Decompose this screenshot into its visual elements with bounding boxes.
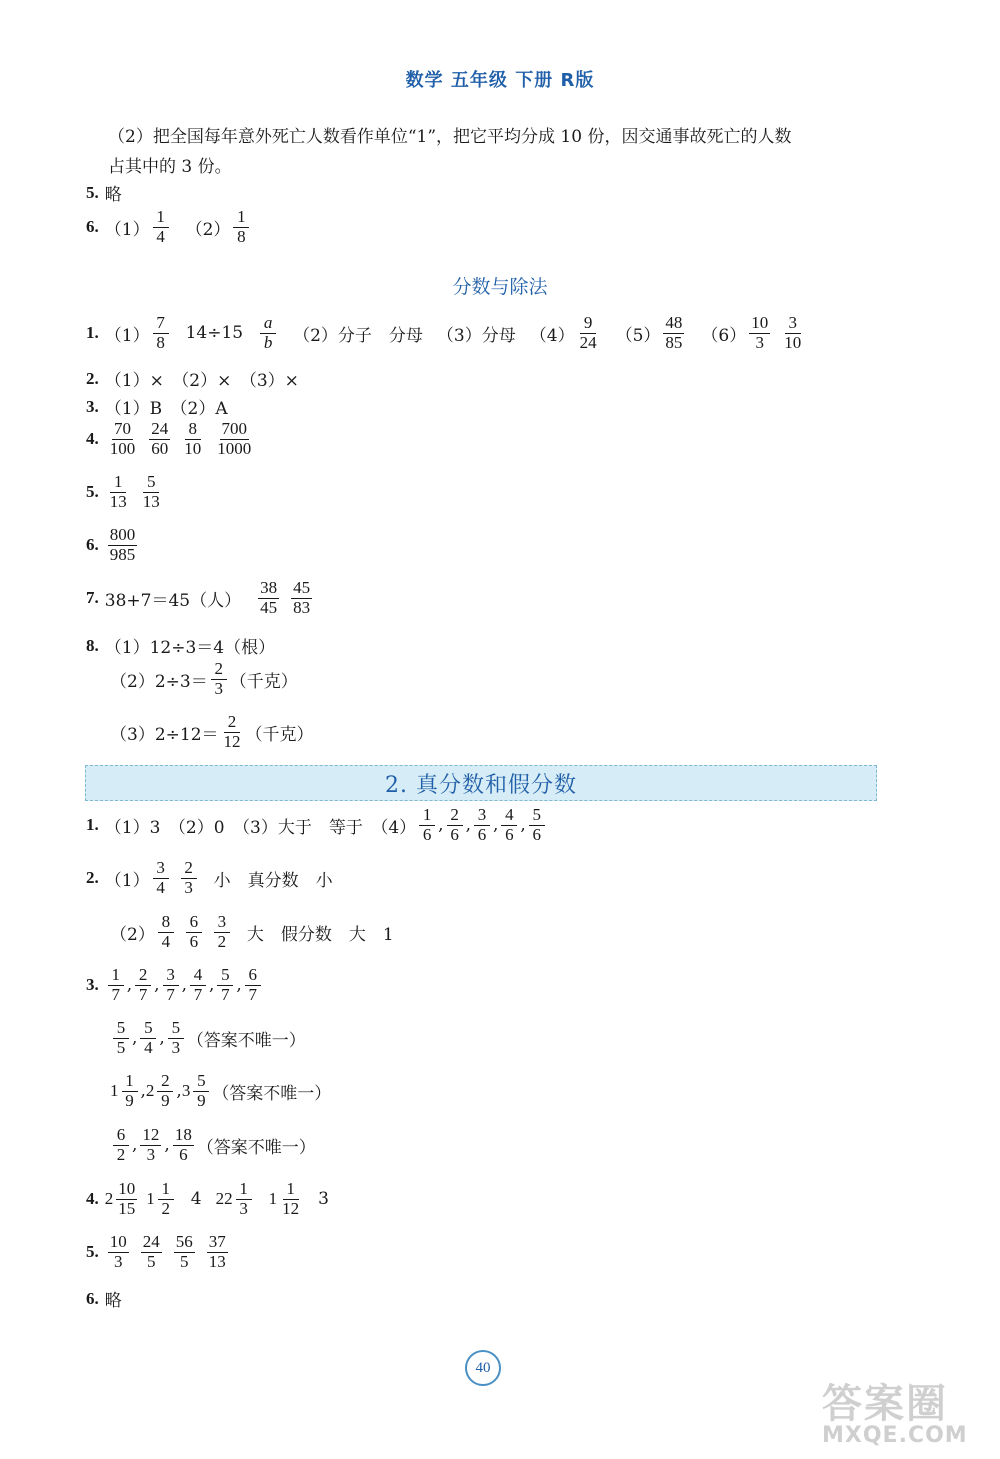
denominator: 24 [579, 332, 597, 352]
fraction [215, 420, 253, 458]
fraction [157, 1072, 173, 1110]
page-number: 40 [465, 1350, 501, 1386]
section-banner: 2. 真分数和假分数 [85, 765, 877, 801]
question-number: 5. [86, 182, 99, 202]
fraction [193, 1072, 209, 1110]
fraction [108, 526, 138, 564]
fraction [153, 208, 169, 246]
s1-q2 [86, 366, 299, 391]
s1-q6 [86, 526, 140, 564]
denominator: 15 [118, 1198, 136, 1218]
sub-label: （1） [104, 219, 150, 240]
fraction [214, 913, 230, 951]
numerator: 3 [153, 859, 169, 879]
sub-label: （1） [104, 325, 150, 346]
fraction [140, 1126, 161, 1164]
question-number: 5. [86, 482, 99, 502]
denominator: 3 [114, 1251, 123, 1271]
numerator: 70 [114, 419, 131, 438]
fraction [190, 966, 206, 1004]
numerator: 4 [501, 806, 517, 826]
fraction [113, 1019, 129, 1057]
fraction [108, 966, 124, 1004]
note-text: （答案不唯一） [212, 1083, 332, 1104]
denominator: 3 [755, 332, 764, 352]
numerator: 10 [118, 1179, 136, 1198]
denominator: 13 [109, 491, 127, 511]
whole: 3 [181, 1081, 191, 1101]
s1-q8 [86, 633, 275, 658]
numerator: 12 [142, 1125, 160, 1144]
numerator: 10 [109, 1232, 127, 1251]
fraction [578, 314, 599, 352]
note-text: （答案不唯一） [186, 1030, 306, 1051]
s2-q3-r4: $\frac{6}{2}$ , $\frac{12}{3}$ , $\frac{18}{6}$ （答案不唯一） [110, 1126, 316, 1164]
denominator: 7 [138, 984, 148, 1004]
denominator: 6 [189, 931, 199, 951]
s2-q6 [86, 1286, 122, 1311]
mixed-number [105, 1180, 141, 1218]
numerator: 2 [447, 806, 463, 826]
fraction [233, 208, 249, 246]
mixed-number [110, 1072, 141, 1110]
whole: 1 [268, 1189, 278, 1209]
question-number: 1. [86, 815, 99, 835]
numerator: 3 [785, 314, 801, 334]
denominator: 7 [111, 984, 120, 1004]
s1-q4 [86, 420, 256, 458]
expression: 38+7＝45（人） [104, 590, 242, 611]
denominator: 10 [184, 438, 202, 458]
numerator: 800 [109, 525, 136, 544]
numerator: 3 [214, 913, 230, 933]
question-number: 8. [86, 635, 99, 655]
numerator: 1 [153, 208, 169, 228]
expression: （2）2÷3＝ [110, 671, 208, 692]
fraction [245, 966, 261, 1004]
numerator: 8 [185, 420, 201, 440]
fraction [474, 806, 490, 844]
denominator: 4 [144, 1037, 153, 1057]
denominator: 7 [193, 984, 203, 1004]
numerator: 18 [174, 1125, 192, 1144]
numerator: 1 [110, 473, 126, 493]
numerator: 1 [419, 806, 435, 826]
fraction [174, 1233, 195, 1271]
sub-label: （1） [104, 870, 150, 891]
answer-text: （1）× （2）× （3）× [104, 371, 299, 391]
section-title: 分数与除法 [452, 276, 548, 298]
sub-label: （5） [615, 325, 661, 346]
s2-q3-r3: 1 $\frac{1}{9}$ , 2 $\frac{2}{9}$ , 3 $\frac{5}{9}$ （答案不唯一） [110, 1071, 332, 1110]
fraction [186, 913, 202, 951]
denominator: 6 [422, 824, 432, 844]
s1-q7 [86, 579, 315, 617]
fraction [141, 473, 162, 511]
fraction [153, 859, 169, 897]
fraction [181, 859, 197, 897]
answer-value: 3 [318, 1189, 329, 1210]
whole: 1 [110, 1081, 119, 1101]
numerator: 24 [142, 1232, 160, 1251]
denominator: 10 [784, 332, 802, 352]
denominator: 8 [156, 332, 165, 352]
numerator: 2 [135, 966, 151, 986]
numerator: 5 [168, 1019, 184, 1039]
question-number: 1. [86, 323, 99, 343]
s2-q5 [86, 1233, 231, 1271]
numerator: 5 [113, 1019, 129, 1039]
s2-q1: 1. （1）3 （2）0 （3）大于 等于 （4） $\frac{1}{6}$ , $\frac{2}{6}$ , $\frac{3}{6}$ , $\frac{4}{6}$ , $\frac{5}{6}$ [86, 806, 548, 844]
numerator: 1 [233, 208, 249, 228]
paragraph-line-1: （2）把全国每年意外死亡人数看作单位“1”，把它平均分成 10 份，因交通事故死亡的人数 [108, 127, 792, 147]
denominator: 13 [142, 491, 160, 511]
denominator: 6 [477, 824, 487, 844]
numerator: 5 [193, 1072, 209, 1092]
denominator: 7 [248, 984, 258, 1004]
numerator: 5 [143, 473, 159, 493]
answer-text: （2）分子 分母 [293, 325, 423, 346]
fraction [236, 1180, 252, 1218]
watermark-logo: 答案圈 [822, 1381, 948, 1427]
denominator: 83 [293, 597, 311, 617]
sub-label: （2） [185, 219, 231, 240]
numerator: 1 [108, 966, 124, 986]
mixed-number [269, 1180, 305, 1218]
denominator: b [263, 332, 273, 352]
fraction [168, 1019, 184, 1057]
s1-q5 [86, 473, 165, 511]
fraction [749, 314, 770, 352]
numerator: 3 [474, 806, 490, 826]
fraction [501, 806, 517, 844]
mixed-number [146, 1072, 177, 1110]
numerator: 6 [245, 966, 261, 986]
question-number: 4. [86, 429, 99, 449]
whole: 2 [104, 1189, 114, 1209]
numerator: 1 [283, 1180, 299, 1200]
sub-label: （6） [701, 325, 747, 346]
fraction [149, 420, 170, 458]
fraction [291, 579, 312, 617]
expression: 14÷15 [185, 323, 244, 344]
fraction [529, 806, 545, 844]
fraction [173, 1126, 194, 1164]
sub-label: （4） [529, 325, 575, 346]
question-number: 4. [86, 1189, 99, 1209]
answer-text: 略 [104, 185, 122, 205]
denominator: 3 [239, 1198, 248, 1218]
fraction [207, 1233, 228, 1271]
note-text: （答案不唯一） [196, 1137, 316, 1158]
numerator: 9 [580, 314, 596, 334]
s1-q1 [86, 314, 806, 352]
numerator: 1 [122, 1072, 138, 1092]
numerator: 2 [181, 859, 197, 879]
numerator: 5 [140, 1019, 156, 1039]
denominator: 6 [532, 824, 542, 844]
fraction [217, 966, 233, 1004]
denominator: 60 [151, 438, 169, 458]
fraction [222, 713, 243, 751]
answer-paragraph [108, 122, 888, 182]
fraction [182, 420, 203, 458]
s2-q4 [86, 1180, 329, 1218]
denominator: 4 [156, 226, 165, 246]
denominator: 3 [184, 877, 193, 897]
numerator: 56 [175, 1232, 193, 1251]
fraction [211, 660, 227, 698]
numerator: 2 [224, 713, 240, 733]
denominator: 6 [179, 1144, 188, 1164]
answer-text: 大 假分数 大 1 [246, 924, 394, 945]
unit-text: （千克） [245, 724, 314, 745]
answer-text: 略 [104, 1291, 122, 1311]
prev-q5 [86, 180, 122, 205]
watermark [822, 1372, 968, 1448]
question-number: 7. [86, 588, 99, 608]
answer-value: 4 [190, 1189, 202, 1210]
fraction [116, 1180, 137, 1218]
numerator: 6 [186, 913, 202, 933]
mixed-number [146, 1180, 177, 1218]
unit-text: （千克） [229, 671, 298, 692]
denominator: 85 [665, 332, 683, 352]
numerator: 45 [293, 578, 311, 597]
question-number: 5. [86, 1242, 99, 1262]
fraction [153, 314, 169, 352]
denominator: 8 [237, 226, 246, 246]
fraction [108, 420, 138, 458]
fraction [163, 966, 179, 1004]
fraction [447, 806, 463, 844]
denominator: 4 [156, 877, 165, 897]
fraction [140, 1019, 156, 1057]
fraction [280, 1180, 301, 1218]
question-number: 6. [86, 217, 99, 237]
s1-q3 [86, 394, 228, 419]
whole: 1 [146, 1189, 155, 1209]
denominator: 7 [166, 984, 175, 1004]
fraction [260, 314, 276, 352]
denominator: 2 [116, 1144, 126, 1164]
fraction [141, 1233, 162, 1271]
s2-q3-r2: $\frac{5}{5}$ , $\frac{5}{4}$ , $\frac{5}{3}$ （答案不唯一） [110, 1019, 306, 1057]
watermark-url: MXQE.COM [822, 1423, 968, 1448]
mixed-number [182, 1072, 213, 1110]
denominator: 5 [116, 1037, 126, 1057]
fraction [108, 473, 129, 511]
denominator: 45 [260, 597, 278, 617]
numerator: 4 [190, 966, 206, 986]
s1-q8-b [110, 660, 298, 698]
answer-text: （1）12÷3＝4（根） [104, 638, 276, 658]
denominator: 1000 [217, 438, 252, 458]
question-number: 6. [86, 1288, 99, 1308]
s2-q2-a [86, 859, 333, 897]
sub-label: （2） [110, 924, 155, 945]
denominator: 3 [171, 1037, 181, 1057]
question-number: 3. [86, 975, 99, 995]
numerator: 1 [236, 1180, 252, 1200]
whole: 22 [215, 1189, 233, 1209]
denominator: 6 [505, 824, 514, 844]
question-number: 2. [86, 368, 99, 388]
numerator: 5 [217, 966, 233, 986]
fraction [122, 1072, 138, 1110]
fraction [663, 314, 684, 352]
denominator: 5 [180, 1251, 189, 1271]
prev-q6 [86, 208, 252, 246]
numerator: 10 [751, 313, 769, 332]
denominator: 2 [161, 1198, 170, 1218]
fraction [135, 966, 151, 1004]
fraction [113, 1126, 129, 1164]
fraction [419, 806, 435, 844]
question-number: 3. [86, 396, 99, 416]
numerator: 37 [208, 1232, 226, 1251]
denominator: 2 [217, 931, 227, 951]
denominator: 7 [221, 984, 230, 1004]
denominator: 9 [197, 1090, 206, 1110]
s2-q3-r1: 3. $\frac{1}{7}$ , $\frac{2}{7}$ , $\frac{3}{7}$ , $\frac{4}{7}$ , $\frac{5}{7}$ , $\frac{6}{7}$ [86, 966, 264, 1004]
fraction [108, 1233, 129, 1271]
numerator: 2 [157, 1072, 173, 1092]
denominator: 6 [450, 824, 459, 844]
s2-q2-b [110, 913, 394, 951]
answer-text: （1）3 （2）0 （3）大于 等于 （4） [104, 817, 417, 838]
fraction [158, 913, 174, 951]
denominator: 12 [282, 1198, 300, 1218]
denominator: 13 [208, 1251, 226, 1271]
numerator: a [260, 314, 276, 334]
denominator: 985 [109, 544, 136, 564]
numerator: 1 [158, 1180, 174, 1200]
paragraph-line-2: 占其中的 3 份。 [108, 157, 232, 177]
question-number: 2. [86, 868, 99, 888]
numerator: 2 [211, 660, 227, 680]
numerator: 5 [529, 806, 545, 826]
numerator: 38 [260, 578, 278, 597]
denominator: 3 [146, 1144, 156, 1164]
numerator: 700 [221, 419, 247, 438]
denominator: 100 [109, 438, 136, 458]
denominator: 5 [147, 1251, 156, 1271]
numerator: 8 [158, 913, 174, 933]
s1-q8-c [110, 713, 314, 751]
page-header: 数学 五年级 下册 R版 [405, 70, 595, 91]
numerator: 24 [151, 419, 169, 438]
denominator: 9 [125, 1090, 134, 1110]
whole: 2 [145, 1081, 155, 1101]
answer-text: 小 真分数 小 [213, 870, 333, 891]
mixed-number [216, 1180, 255, 1218]
denominator: 12 [223, 731, 241, 751]
numerator: 6 [113, 1126, 129, 1146]
numerator: 3 [163, 966, 179, 986]
expression: （3）2÷12＝ [110, 724, 219, 745]
fraction [258, 579, 279, 617]
answer-text: （3）分母 [436, 325, 516, 346]
question-number: 6. [86, 535, 99, 555]
answer-text: （1）B （2）A [104, 399, 228, 419]
denominator: 9 [161, 1090, 170, 1110]
denominator: 4 [161, 931, 171, 951]
fraction [782, 314, 803, 352]
denominator: 3 [214, 678, 223, 698]
numerator: 7 [153, 314, 169, 334]
numerator: 48 [665, 313, 683, 332]
fraction [158, 1180, 174, 1218]
